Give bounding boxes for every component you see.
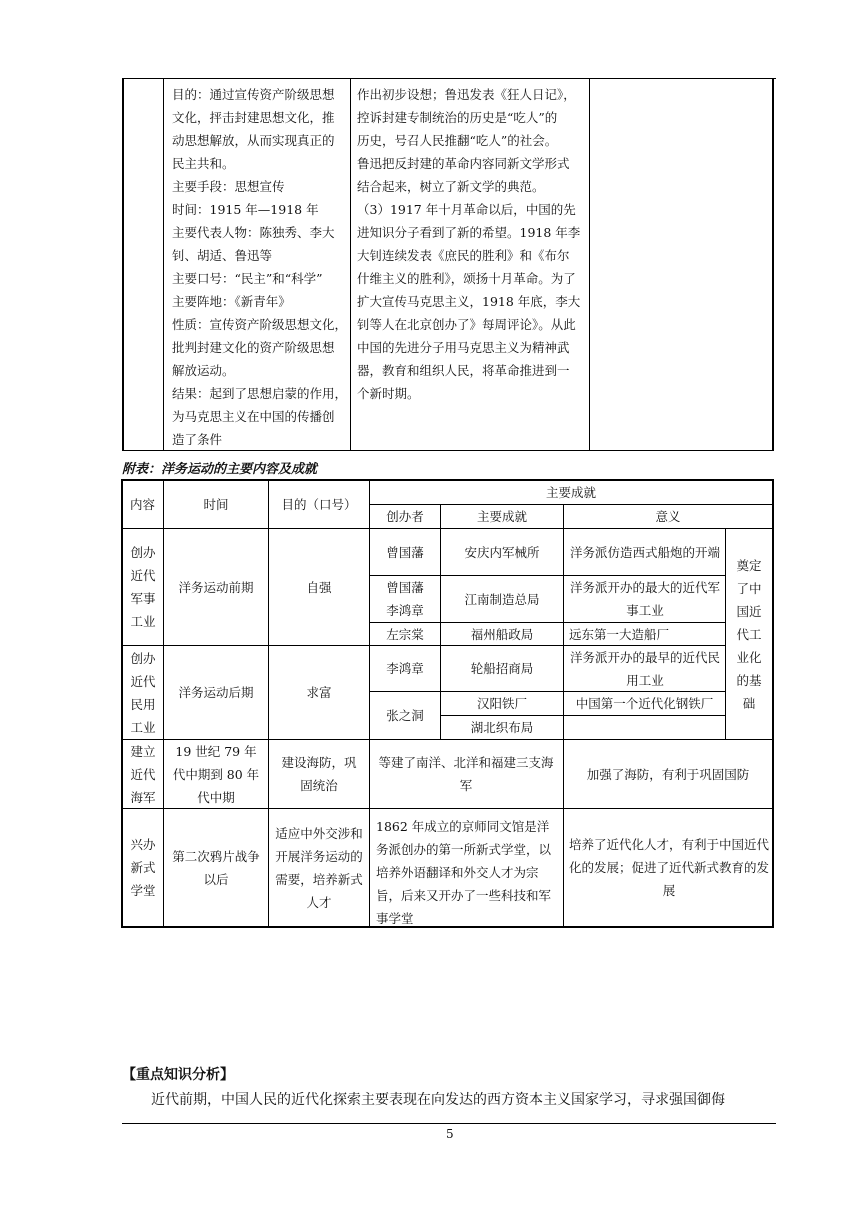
main-cell: 轮船招商局: [470, 661, 534, 676]
header-content: 内容: [129, 496, 155, 512]
founder-cell: 左宗棠: [386, 626, 424, 642]
significance-cell: 远东第一大造船厂: [569, 627, 670, 642]
col2-line: 钊、胡适、鲁迅等: [172, 248, 273, 263]
navy-achievement: 等建了南洋、北洋和福建三支海军: [378, 755, 554, 793]
founder-cell: 李鸿章: [386, 661, 424, 676]
col2-line: 民主共和。: [172, 156, 235, 171]
school-content: 兴办新式学堂: [130, 837, 156, 898]
founder-cell: 张之洞: [386, 708, 424, 723]
header-main: 主要成就: [476, 509, 527, 524]
col2-line: 解放运动。: [172, 363, 235, 378]
top-table-col3: [357, 83, 589, 405]
col2-line: 主要口号：“民主”和“科学”: [172, 271, 323, 286]
top-table-col2: [172, 83, 350, 451]
col3-line: 进知识分子看到了新的希望。1918 年李: [357, 225, 581, 240]
col2-line: 性质：宣传资产阶级思想文化，: [172, 317, 348, 332]
col3-line: 鲁迅把反封建的革命内容同新文学形式: [357, 156, 570, 171]
analysis-text: 近代前期，中国人民的近代化探索主要表现在向发达的西方资本主义国家学习，寻求强国御侮: [151, 1092, 725, 1108]
main-cell: 汉阳铁厂: [476, 696, 527, 711]
header-time: 时间: [203, 496, 229, 512]
navy-purpose: 建设海防，巩固统治: [281, 755, 357, 793]
founder-cell: 曾国藩 李鸿章: [386, 580, 424, 618]
significance-cell: 洋务派开办的最大的近代军事工业: [570, 580, 721, 618]
founder-cell: 曾国藩: [386, 544, 424, 560]
col2-line: 为马克思主义在中国的传播创: [172, 409, 335, 424]
col3-line: 什维主义的胜利》，颂扬十月革命。为了: [357, 271, 576, 286]
col2-line: 时间：1915 年—1918 年: [172, 202, 319, 217]
col3-line: 中国的先进分子用马克思主义为精神武: [357, 340, 570, 355]
col2-line: 动思想解放，从而实现真正的: [172, 133, 335, 148]
navy-significance: 加强了海防，有利于巩固国防: [586, 766, 750, 782]
significance-cell: 中国第一个近代化钢铁厂: [575, 696, 714, 711]
col2-line: 目的：通过宣传资产阶级思想: [172, 87, 335, 102]
header-founder: 创办者: [386, 509, 424, 524]
school-purpose: 适应中外交涉和开展洋务运动的需要，培养新式人才: [275, 825, 363, 910]
col2-line: 结果：起到了思想启蒙的作用，: [172, 386, 348, 401]
navy-content: 建立近代海军: [130, 743, 156, 805]
header-significance: 意义: [655, 509, 681, 524]
col3-line: 个新时期。: [357, 386, 420, 401]
col3-line: 器，教育和组织人民，将革命推进到一: [357, 363, 570, 378]
col2-line: 主要阵地：《新青年》: [172, 294, 291, 309]
footer-rule: [122, 1123, 776, 1124]
civil-time: 洋务运动后期: [178, 685, 254, 700]
col2-line: 文化，抨击封建思想文化，推: [172, 110, 335, 125]
col3-line: （3）1917 年十月革命以后，中国的先: [357, 202, 576, 217]
header-purpose: 目的（口号）: [281, 496, 357, 512]
col2-line: 造了条件: [172, 432, 223, 447]
significance-cell: 洋务派仿造西式船炮的开端: [570, 544, 721, 560]
col3-line: 钊等人在北京创办了》每周评论》。从此: [357, 317, 576, 332]
col3-line: 作出初步设想；鲁迅发表《狂人日记》，: [357, 87, 576, 102]
main-cell: 安庆内军械所: [464, 544, 540, 560]
main-cell: 福州船政局: [470, 626, 534, 642]
civil-purpose: 求富: [306, 685, 332, 700]
navy-time: 19 世纪 79 年代中期到 80 年代中期: [172, 743, 260, 805]
header-achievements: 主要成就: [545, 484, 596, 500]
school-time: 第二次鸦片战争以后: [172, 848, 260, 887]
significance-cell: 洋务派开办的最早的近代民用工业: [570, 649, 721, 688]
analysis-heading: 【重点知识分析】: [122, 1067, 234, 1083]
main-cell: 湖北织布局: [470, 720, 534, 735]
col3-line: 历史，号召人民推翻“吃人”的社会。: [357, 133, 558, 148]
col2-line: 批判封建文化的资产阶级思想: [172, 340, 335, 355]
military-purpose: 自强: [306, 579, 332, 595]
main-cell: 江南制造总局: [464, 591, 540, 607]
military-time: 洋务运动前期: [178, 579, 254, 595]
col3-line: 扩大宣传马克思主义，1918 年底，李大: [357, 294, 581, 309]
col3-line: 结合起来，树立了新文学的典范。: [357, 179, 545, 194]
school-achievement: 1862 年成立的京师同文馆是洋务派创办的第一所新式学堂，以培养外语翻译和外交人才为宗旨，后来又开办了一些科技和军事学堂: [376, 819, 552, 926]
col3-line: 控诉封建专制统治的历史是“吃人”的: [357, 110, 558, 125]
civil-content: 创办近代民用工业: [130, 650, 156, 735]
page-number: 5: [446, 1127, 454, 1141]
col2-line: 主要代表人物：陈独秀、李大: [172, 225, 335, 240]
col2-line: 主要手段：思想宣传: [172, 179, 285, 194]
military-content: 创办近代军事工业: [130, 545, 156, 629]
industry-significance: 奠定了中国近代工业化的基础: [736, 557, 762, 711]
appendix-caption: 附表：洋务运动的主要内容及成就: [122, 462, 318, 477]
school-significance: 培养了近代化人才，有利于中国近代化的发展；促进了近代新式教育的发展: [569, 837, 770, 898]
col3-line: 大钊连续发表《庶民的胜利》和《布尔: [357, 248, 570, 263]
